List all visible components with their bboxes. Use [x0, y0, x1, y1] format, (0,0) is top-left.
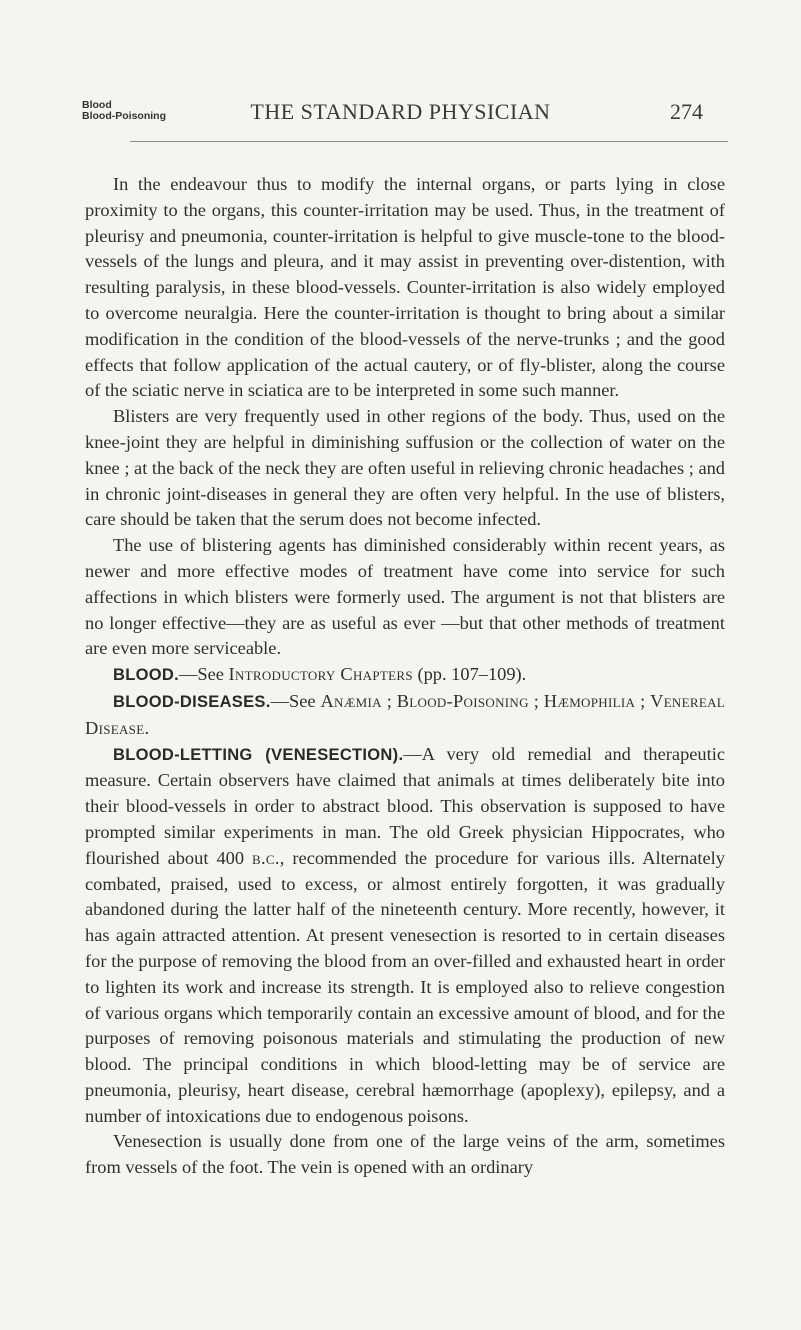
cross-reference: Introductory Chapters: [228, 664, 413, 685]
separator: ;: [528, 690, 544, 711]
paragraph-blistering-agents: The use of blistering agents has diminished considerably within recent years, as newer and more effective modes of treatment have come into service for such affections in which blisters were formerly used. The argument is not that blisters are no longer effective—they are as useful as ever —but that other methods of treatment are even more serviceable.: [85, 535, 725, 659]
paragraph-counter-irritation: In the endeavour thus to modify the internal organs, or parts lying in close proximity to the organs, this counter-irritation may be used. Thus, in the treatment of pleurisy and pneumonia, counter-irritation is helpful to give muscle-tone to the blood-vessels of the lungs and pleura, and it may assist in preventing over-distention, with resulting paralysis, in these blood-vessels. Counter-irritation is also widely employed to overcome neuralgia. Here the counter-irritation is thought to bring about a similar modification in the condition of the blood-vessels of the nerve-trunks ; and the good effects that follow application of the actual cautery, or of fly-blister, along the course of the sciatic nerve in sciatica are to be interpreted in some such manner.: [85, 174, 725, 401]
entry-blood-letting: [85, 742, 725, 1130]
cross-reference: Venereal Disease: [85, 690, 726, 738]
book-title: THE STANDARD PHYSICIAN: [250, 99, 551, 124]
entry-term: BLOOD-DISEASES.: [113, 692, 271, 711]
entry-blood-diseases: [85, 689, 725, 742]
separator: ;: [381, 690, 397, 711]
cross-reference: Hæmophilia: [543, 690, 636, 711]
running-head-section: Blood: [82, 99, 112, 111]
paragraph-blisters: Blisters are very frequently used in other regions of the body. Thus, used on the knee-joint they are helpful in diminishing suffusion or the collection of water on the knee ; at the back of the neck they are often useful in relieving chronic headaches ; and in chronic joint-diseases in general they are often very helpful. In the use of blisters, care should be taken that the serum does not become infected.: [85, 406, 725, 530]
entry-text: —A very old remedial and therapeutic measure. Certain observers have claimed that animals at times deliberately bite into their blood-vessels in order to abstract blood. This observation is supposed to have prompted similar experiments in man. The old Greek physician Hippocrates, who flourished about 400: [85, 743, 725, 868]
separator: ;: [635, 690, 651, 711]
entry-prefix: —See: [178, 664, 229, 685]
entry-text-continued: , recommended the procedure for various ills. Alternately combated, praised, used to excess, or almost entirely forgotten, it was gradually abandoned during the latter half of the nineteenth century. More recently, however, it has again attracted attention. At present venesection is resorted to in certain diseases for the purpose of removing the blood from an over-filled and exhausted heart in order to lighten its work and increase its strength. It is employed also to relieve congestion of various organs which temporarily contain an excessive amount of blood, and for the purposes of removing poisonous materials and stimulating the production of new blood. The principal conditions in which blood-letting may be of service are pneumonia, pleurisy, heart disease, cerebral hæmorrhage (apoplexy), epilepsy, and a number of intoxications due to endogenous poisons.: [85, 847, 725, 1126]
entry-prefix: —See: [270, 690, 321, 711]
paragraph-venesection: Venesection is usually done from one of the large veins of the arm, sometimes from vessels of the foot. The vein is opened with an ordinary: [85, 1131, 725, 1178]
cross-reference: Blood-Poisoning: [396, 690, 529, 711]
entry-blood: [85, 662, 725, 689]
era-abbreviation: b.c.: [252, 847, 280, 868]
entry-suffix: .: [144, 717, 150, 738]
running-head-topic: Blood-Poisoning: [82, 110, 166, 122]
page-number: 274: [670, 99, 703, 124]
entry-term: BLOOD.: [113, 666, 179, 685]
cross-reference: Anæmia: [320, 690, 382, 711]
entry-suffix: (pp. 107–109).: [412, 664, 527, 685]
body-text: [85, 172, 725, 1181]
header-rule: [130, 141, 728, 142]
entry-term: BLOOD-LETTING (VENESECTION).: [113, 745, 404, 764]
